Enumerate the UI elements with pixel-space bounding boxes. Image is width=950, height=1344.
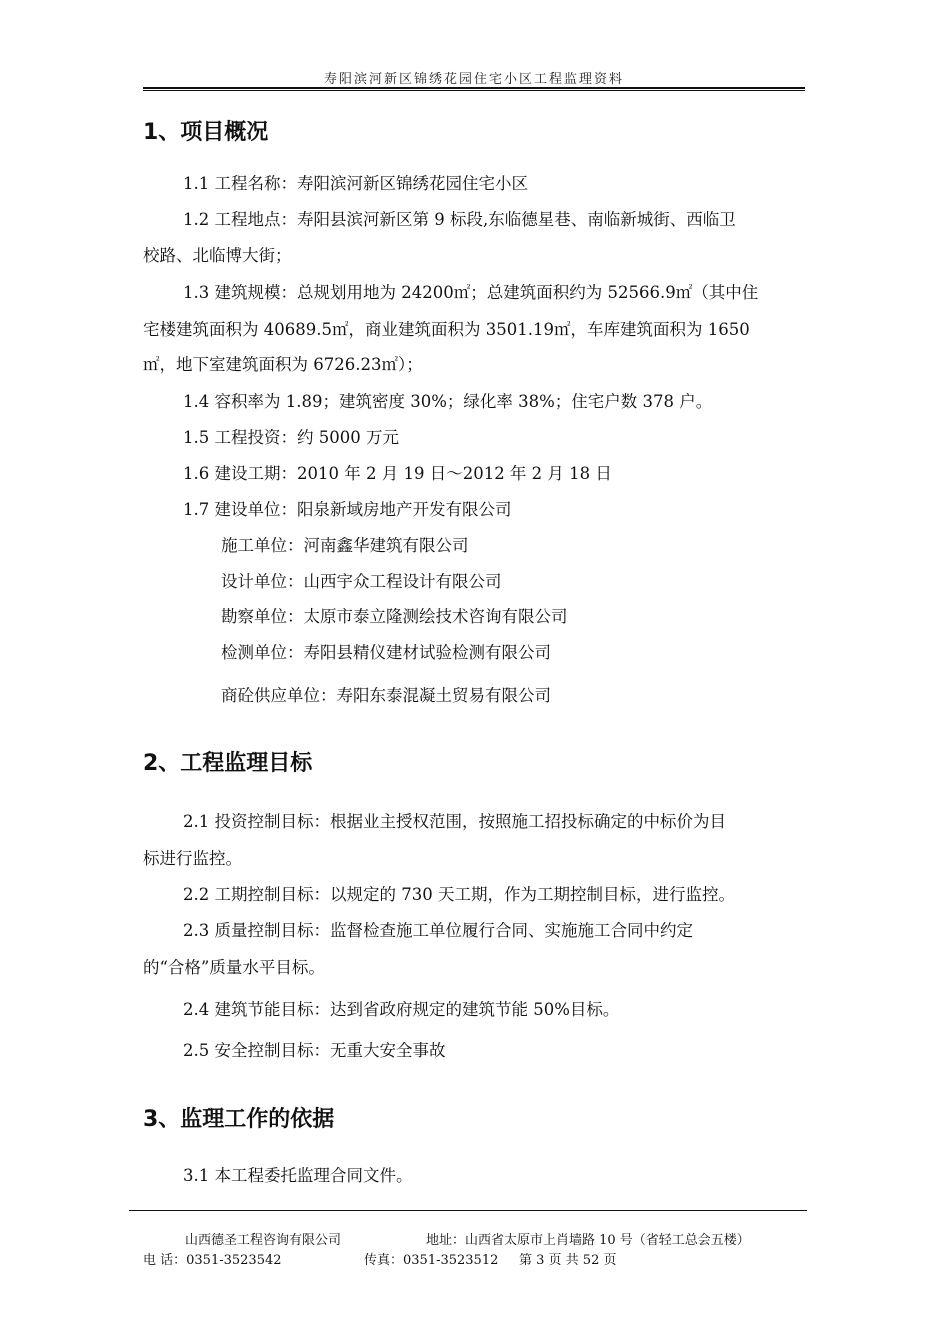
page-header-title: 寿阳滨河新区锦绣花园住宅小区工程监理资料 <box>323 72 624 87</box>
concrete-supplier-line: 商砼供应单位：寿阳东泰混凝土贸易有限公司 <box>221 686 551 705</box>
footer-fax: 传真：0351-3523512 <box>364 1253 499 1268</box>
footer-rule <box>129 1210 807 1211</box>
testing-line: 检测单位：寿阳县精仪建材试验检测有限公司 <box>221 643 551 662</box>
quality-goal-cont: 的“合格”质量水平目标。 <box>143 958 325 977</box>
safety-goal-line: 2.5 安全控制目标：无重大安全事故 <box>183 1041 446 1060</box>
investment-line: 1.5 工程投资：约 5000 万元 <box>183 428 399 447</box>
project-location-line: 1.2 工程地点：寿阳县滨河新区第 9 标段,东临德星巷、南临新城街、西临卫 <box>183 210 736 229</box>
footer-phone: 电 话：0351-3523542 <box>143 1253 282 1268</box>
section-3-heading: 3、监理工作的依据 <box>143 1107 335 1132</box>
quality-goal-line: 2.3 质量控制目标：监督检查施工单位履行合同、实施施工合同中约定 <box>183 921 693 940</box>
contract-basis-line: 3.1 本工程委托监理合同文件。 <box>183 1166 413 1185</box>
building-scale-cont2: ㎡，地下室建筑面积为 6726.23㎡）； <box>143 355 423 374</box>
investment-goal-cont: 标进行监控。 <box>143 849 242 868</box>
construction-period-line: 1.6 建设工期：2010 年 2 月 19 日～2012 年 2 月 18 日 <box>183 464 612 483</box>
building-scale-line: 1.3 建筑规模：总规划用地为 24200㎡；总建筑面积约为 52566.9㎡（其中住 <box>183 283 759 302</box>
investment-goal-line: 2.1 投资控制目标：根据业主授权范围，按照施工招投标确定的中标价为目 <box>183 812 726 831</box>
section-1-heading: 1、项目概况 <box>143 120 269 145</box>
project-location-cont: 校路、北临博大街； <box>143 246 292 265</box>
contractor-line: 施工单位：河南鑫华建筑有限公司 <box>221 536 469 555</box>
section-2-heading: 2、工程监理目标 <box>143 751 313 776</box>
energy-goal-line: 2.4 建筑节能目标：达到省政府规定的建筑节能 50%目标。 <box>183 1000 620 1019</box>
schedule-goal-line: 2.2 工期控制目标：以规定的 730 天工期，作为工期控制目标，进行监控。 <box>183 885 735 904</box>
footer-address: 地址：山西省太原市上肖墙路 10 号（省轻工总会五楼） <box>426 1233 750 1248</box>
building-scale-cont1: 宅楼建筑面积为 40689.5㎡，商业建筑面积为 3501.19㎡，车库建筑面积为 1650 <box>143 320 750 339</box>
developer-line: 1.7 建设单位：阳泉新域房地产开发有限公司 <box>183 500 512 519</box>
plot-ratio-line: 1.4 容积率为 1.89；建筑密度 30%；绿化率 38%；住宅户数 378 户。 <box>183 392 713 411</box>
surveyor-line: 勘察单位：太原市泰立隆测绘技术咨询有限公司 <box>221 607 568 626</box>
header-rule-thin <box>143 90 805 91</box>
header-rule <box>143 87 805 89</box>
footer-company: 山西德圣工程咨询有限公司 <box>185 1233 342 1248</box>
designer-line: 设计单位：山西宇众工程设计有限公司 <box>221 572 502 591</box>
footer-page-number: 第 3 页 共 52 页 <box>519 1253 617 1268</box>
project-name-line: 1.1 工程名称：寿阳滨河新区锦绣花园住宅小区 <box>183 174 528 193</box>
